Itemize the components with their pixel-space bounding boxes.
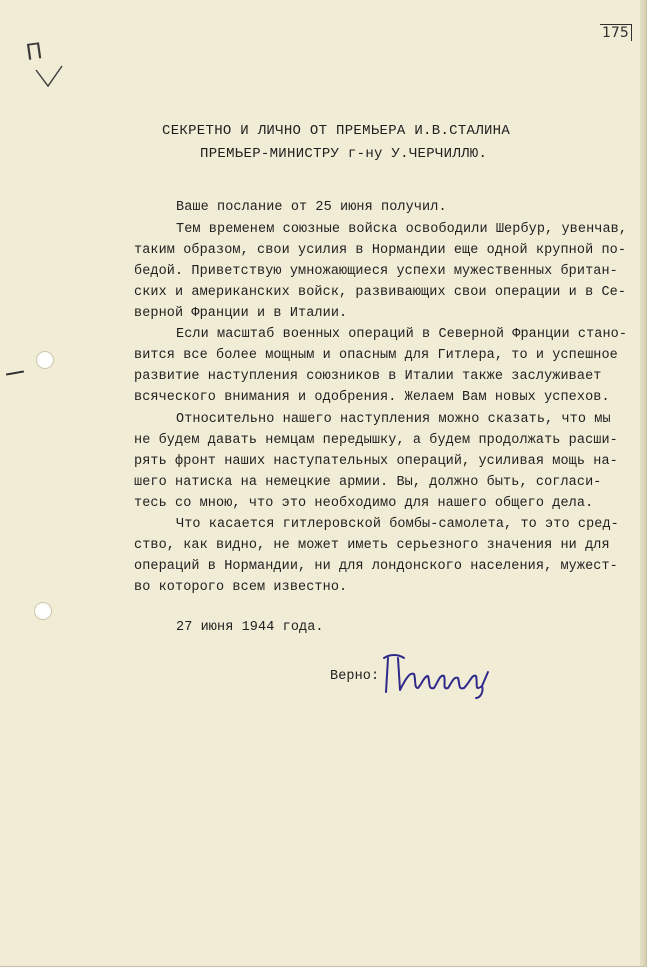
title-line-1: СЕКРЕТНО И ЛИЧНО ОТ ПРЕМЬЕРА И.В.СТАЛИНА (162, 123, 511, 139)
corner-mark: П (24, 38, 45, 67)
body-line: ство, как видно, не может иметь серьезного значения ни для (134, 538, 610, 553)
body-line: Тем временем союзные войска освободили Шербур, увенчав, (176, 222, 628, 237)
scan-edge (640, 0, 646, 966)
body-line: всяческого внимания и одобрения. Желаем Вам новых успехов. (134, 390, 610, 405)
body-line: тесь со мною, что это необходимо для нашего общего дела. (134, 496, 594, 511)
signature (378, 648, 496, 700)
body-line: во которого всем известно. (134, 580, 348, 595)
body-line: таким образом, свои усилия в Нормандии еще одной крупной по- (134, 243, 627, 258)
body-line: бедой. Приветствую умножающиеся успехи мужественных британ- (134, 264, 618, 279)
body-line: Если масштаб военных операций в Северной Франции стано- (176, 327, 628, 342)
page-number: 175 (600, 24, 632, 41)
punch-hole-top (36, 351, 54, 369)
body-line: Ваше послание от 25 июня получил. (176, 200, 447, 215)
body-line: вится все более мощным и опасным для Гитлера, то и успешное (134, 348, 618, 363)
body-line: рять фронт наших наступательных операций, усиливая мощь на- (134, 454, 618, 469)
body-line: операций в Нормандии, ни для лондонского населения, мужест- (134, 559, 618, 574)
body-line: ских и американских войск, развивающих свои операции и в Се- (134, 285, 627, 300)
body-line: не будем давать немцам передышку, а будем продолжать расши- (134, 433, 618, 448)
punch-hole-bottom (34, 602, 52, 620)
body-line: Относительно нашего наступления можно сказать, что мы (176, 412, 611, 427)
body-line: верной Франции и в Италии. (134, 306, 348, 321)
body-line: шего натиска на немецкие армии. Вы, должно быть, согласи- (134, 475, 602, 490)
body-line: развитие наступления союзников в Италии также заслуживает (134, 369, 602, 384)
margin-tick-mark (6, 370, 24, 375)
corner-checkmark-icon (34, 64, 64, 90)
title-line-2: ПРЕМЬЕР-МИНИСТРУ г-ну У.ЧЕРЧИЛЛЮ. (200, 146, 488, 162)
body-line: Что касается гитлеровской бомбы-самолета, то это сред- (176, 517, 619, 532)
signature-scribble (378, 648, 496, 700)
verified-label: Верно: (330, 669, 380, 684)
document-date: 27 июня 1944 года. (176, 620, 324, 635)
